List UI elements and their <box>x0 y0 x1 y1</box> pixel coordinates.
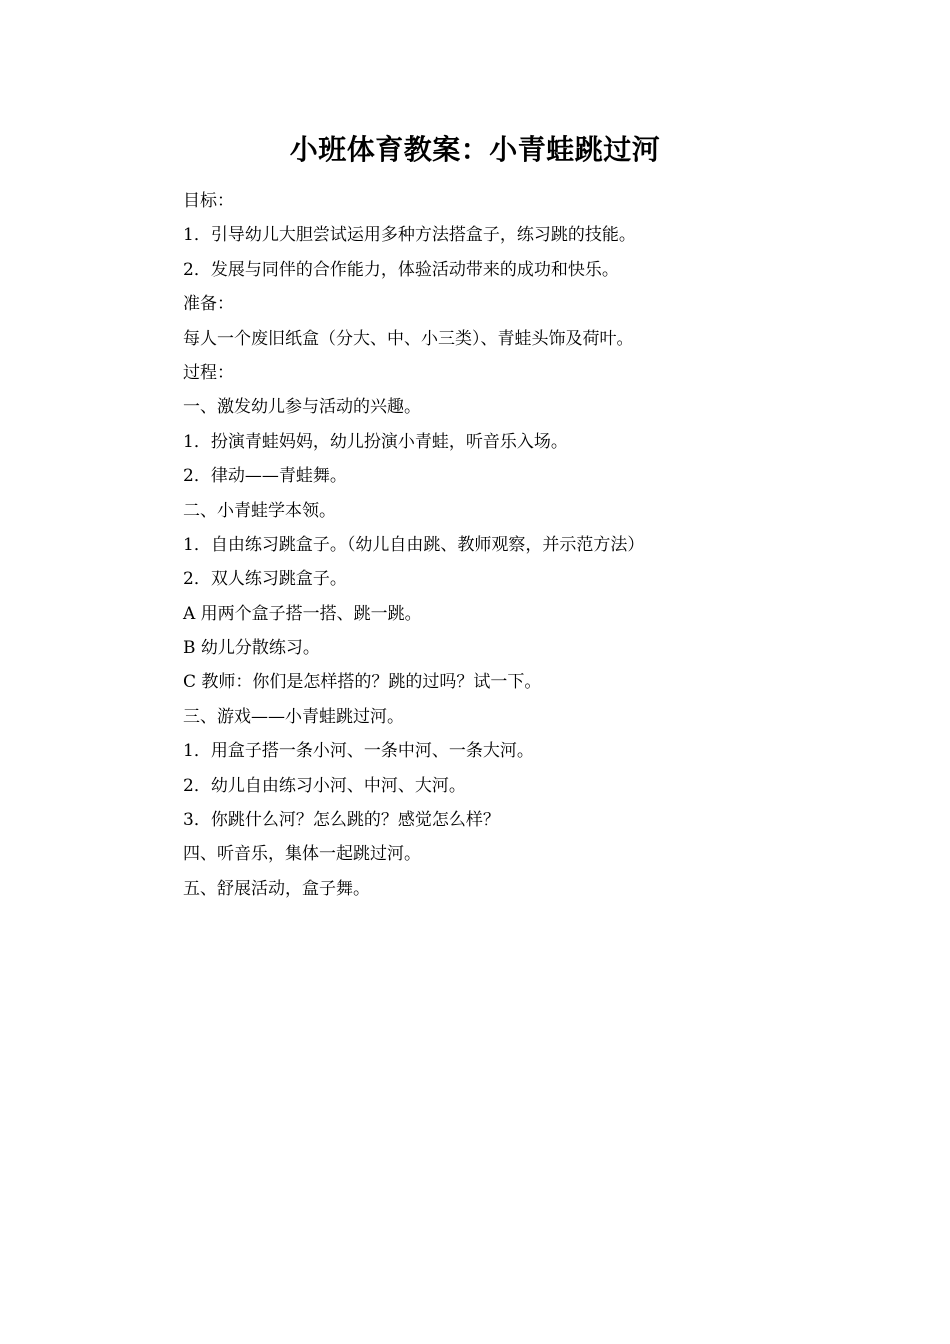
body-line: 过程： <box>183 362 234 383</box>
body-line: A 用两个盒子搭一搭、跳一跳。 <box>183 603 422 624</box>
document-body <box>183 184 883 906</box>
body-line: 1．自由练习跳盒子。（幼儿自由跳、教师观察，并示范方法） <box>183 534 645 555</box>
body-line: 一、激发幼儿参与活动的兴趣。 <box>183 397 421 418</box>
body-line: B 幼儿分散练习。 <box>183 638 320 659</box>
body-line: C 教师：你们是怎样搭的？跳的过吗？试一下。 <box>183 672 542 693</box>
body-line: 三、游戏——小青蛙跳过河。 <box>183 706 404 727</box>
body-line: 2．双人练习跳盒子。 <box>183 569 347 590</box>
body-line: 四、听音乐，集体一起跳过河。 <box>183 844 421 865</box>
body-line: 准备： <box>183 294 234 315</box>
body-line: 二、小青蛙学本领。 <box>183 500 336 521</box>
body-line: 1．扮演青蛙妈妈，幼儿扮演小青蛙，听音乐入场。 <box>183 431 568 452</box>
body-line: 每人一个废旧纸盒（分大、中、小三类）、青蛙头饰及荷叶。 <box>183 328 634 349</box>
body-line: 2．律动——青蛙舞。 <box>183 466 347 487</box>
body-line: 1．用盒子搭一条小河、一条中河、一条大河。 <box>183 741 534 762</box>
body-line: 3．你跳什么河？怎么跳的？感觉怎么样？ <box>183 810 500 831</box>
document-title: 小班体育教案：小青蛙跳过河 <box>289 133 661 166</box>
body-line: 1．引导幼儿大胆尝试运用多种方法搭盒子，练习跳的技能。 <box>183 225 636 246</box>
body-line: 2．幼儿自由练习小河、中河、大河。 <box>183 775 466 796</box>
body-line: 五、舒展活动，盒子舞。 <box>183 878 370 899</box>
body-line: 2．发展与同伴的合作能力，体验活动带来的成功和快乐。 <box>183 259 619 280</box>
body-line: 目标： <box>183 191 234 211</box>
